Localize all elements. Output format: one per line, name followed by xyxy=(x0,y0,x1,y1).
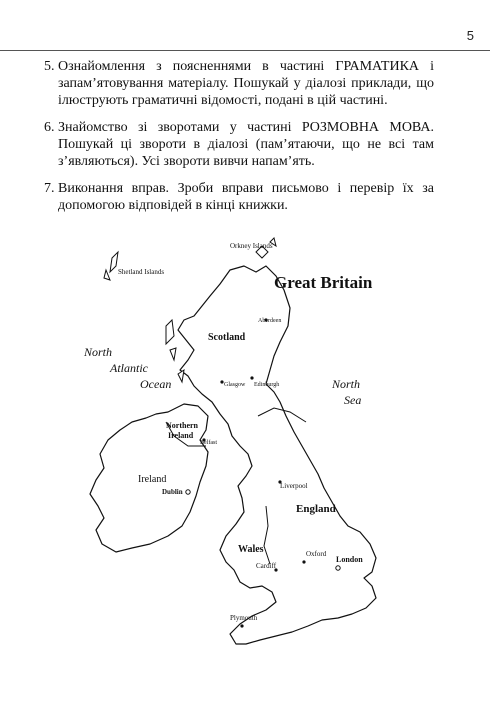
edinburgh-marker xyxy=(250,376,253,379)
great-britain-map xyxy=(70,226,470,702)
liverpool-label: Liverpool xyxy=(280,482,308,490)
london-marker xyxy=(336,566,340,570)
instruction-text: Виконання вправ. Зроби вправи письмово і перевір їх за допомогою відповідей в кінці книжки. xyxy=(58,181,434,213)
belfast-label: Belfast xyxy=(200,440,217,446)
instruction-number: 5. xyxy=(44,59,55,74)
ireland-label: Ireland xyxy=(138,474,167,485)
map-title: Great Britain xyxy=(274,273,373,292)
wales-label: Wales xyxy=(238,544,264,555)
instruction-item xyxy=(44,119,434,170)
aberdeen-label: Aberdeen xyxy=(258,318,282,324)
instruction-item xyxy=(44,58,434,109)
oxford-marker xyxy=(302,560,305,563)
header-rule xyxy=(0,50,490,51)
london-label: London xyxy=(336,555,363,564)
north-sea-label: North xyxy=(332,377,361,391)
north-atlantic-label: North xyxy=(84,345,113,359)
page-number: 5 xyxy=(466,28,474,43)
orkney-label: Orkney Islands xyxy=(230,242,273,250)
scotland-label: Scotland xyxy=(208,332,246,343)
instruction-text: Знайомство зі зворотами у частині РОЗМОВНА МОВА. Пошукай ці звороти в діалозі (пам’ятаючи, що не всі там з’являються). Усі звороти вивчи напам’ять. xyxy=(58,120,434,169)
north-atlantic-label: Ocean xyxy=(140,377,172,391)
dublin-label: Dublin xyxy=(162,488,183,496)
northern-ireland-label: Northern xyxy=(166,421,198,430)
instruction-number: 7. xyxy=(44,181,55,196)
north-atlantic-label: Atlantic xyxy=(110,361,148,375)
instruction-item xyxy=(44,180,434,214)
plymouth-label: Plymouth xyxy=(230,614,258,622)
north-sea-label: Sea xyxy=(344,393,362,407)
shetland-label: Shetland Islands xyxy=(118,268,165,276)
oxford-label: Oxford xyxy=(306,550,327,558)
edinburgh-label: Edinburgh xyxy=(254,382,280,388)
england-label: England xyxy=(296,503,336,515)
northern-ireland-label: Ireland xyxy=(168,431,194,440)
glasgow-label: Glasgow xyxy=(224,382,246,388)
instruction-number: 6. xyxy=(44,120,55,135)
plymouth-marker xyxy=(240,624,243,627)
shetland-islands xyxy=(104,252,118,280)
instruction-text: Ознайомлення з поясненнями в частині ГРАМАТИКА і запам’ятовування матеріалу. Пошукай у діалозі приклади, що ілюструють граматичні відомості, подані в цій частині. xyxy=(58,59,434,108)
instruction-list xyxy=(44,58,434,224)
dublin-marker xyxy=(186,490,190,494)
cardiff-label: Cardiff xyxy=(256,562,277,570)
